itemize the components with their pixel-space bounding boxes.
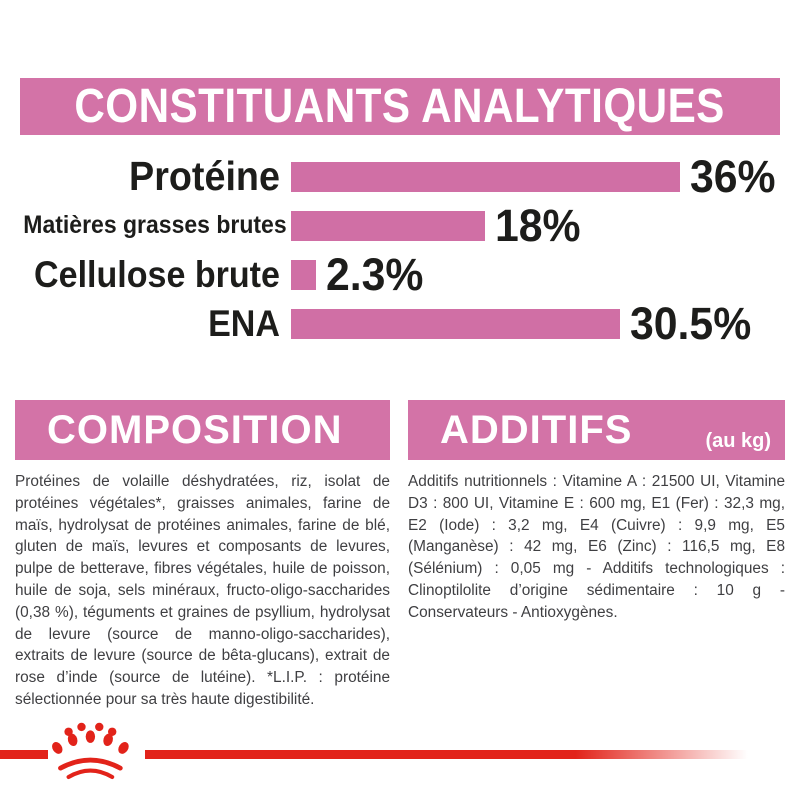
chart-bar xyxy=(291,309,620,339)
composition-body: Protéines de volaille déshydratées, riz, isolat de protéines végétales*, graisses animales, farine de maïs, hydrolysat de protéines animales, farine de blé, gluten de maïs, levures et composants de levures, pulpe de betterave, fibres végétales, huile de poisson, huile de soja, sels minéraux, fructo-oligo-saccharides (0,38 %), téguments et graines de psyllium, hydrolysat de levure (source de manno-oligo-saccharides), extraits de levure (source de bêta-glucans), extrait de rose d’inde (source de lutéine). *L.I.P. : protéine sélectionnée pour sa très haute digestibilité. xyxy=(15,473,390,708)
chart-value-label: 2.3% xyxy=(325,248,424,300)
additives-body: Additifs nutritionnels : Vitamine A : 21500 UI, Vitamine D3 : 800 UI, Vitamine E : 600 mg, E1 (Fer) : 32,3 mg, E2 (Iode) : 3,2 mg, E4 (Cuivre) : 9,9 mg, E5 (Manganèse) : 42 mg, E6 (Zinc) : 116,5 mg, E8 (Sélénium) : 0,05 mg - Additifs technologiques : Clinoptilolite d’origine sédimentaire : 10 g - Conservateurs - Antioxygènes. xyxy=(408,473,785,621)
bar-chart xyxy=(0,152,800,348)
crown-arcs xyxy=(61,760,121,777)
chart-category-label: ENA xyxy=(208,302,280,344)
chart-value-label: 18% xyxy=(495,199,581,251)
chart-bar xyxy=(291,211,485,241)
analytical-constituents-banner xyxy=(20,78,780,135)
composition-header xyxy=(15,400,390,460)
footer-rule-left xyxy=(0,750,48,759)
footer-rule-right xyxy=(145,750,760,759)
chart-value-label: 36% xyxy=(689,150,776,202)
chart-row xyxy=(0,250,800,299)
chart-category-label: Cellulose brute xyxy=(34,253,280,295)
composition-title: COMPOSITION xyxy=(47,407,343,452)
crown-dots xyxy=(50,723,131,756)
chart-row xyxy=(0,201,800,250)
additives-unit-note: (au kg) xyxy=(705,430,771,452)
chart-bar xyxy=(291,162,680,192)
additives-title: ADDITIFS xyxy=(440,407,633,452)
royal-canin-crown-paw-logo xyxy=(50,720,134,792)
composition-section xyxy=(15,400,390,711)
chart-row xyxy=(0,299,800,348)
chart-category-label: Matières grasses brutes xyxy=(23,211,287,239)
banner-title: CONSTITUANTS ANALYTIQUES xyxy=(74,80,726,133)
chart-row xyxy=(0,152,800,201)
chart-bar xyxy=(291,260,316,290)
chart-value-label: 30.5% xyxy=(630,297,752,349)
additives-section xyxy=(408,400,785,624)
additives-header xyxy=(408,400,785,460)
chart-category-label: Protéine xyxy=(129,153,280,199)
